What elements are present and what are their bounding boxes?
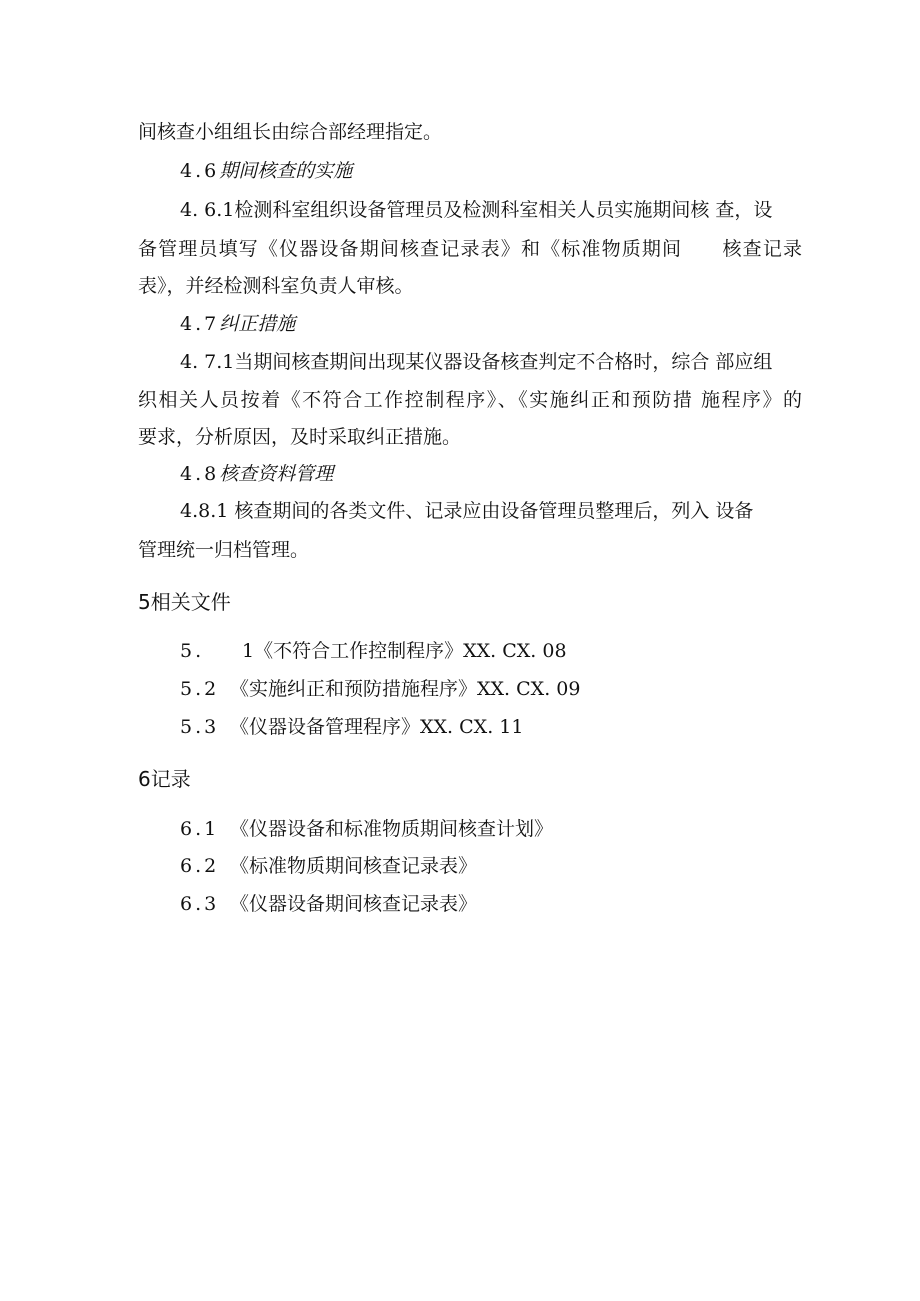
list-item-number: 5. xyxy=(180,640,205,662)
list-item xyxy=(180,637,567,665)
list-item-text: 《实施纠正和预防措施程序》XX. CX. 09 xyxy=(230,678,581,700)
paragraph-4-6-1-line-2: 备管理员填写《仪器设备期间核查记录表》和《标准物质期间 核查记录 xyxy=(138,238,802,260)
subheading-4-8 xyxy=(180,460,333,488)
list-item-text: 《标准物质期间核查记录表》 xyxy=(230,855,478,877)
subheading-title: 期间核查的实施 xyxy=(219,160,353,182)
subheading-number: 4.8 xyxy=(180,463,220,485)
paragraph-continuation: 间核查小组组长由综合部经理指定。 xyxy=(138,121,443,143)
list-item xyxy=(180,852,477,880)
paragraph-4-7-1-line-1: 4. 7.1当期间核查期间出现某仪器设备核查判定不合格时，综合 部应组 xyxy=(180,351,773,373)
subheading-4-6 xyxy=(180,157,352,185)
paragraph-4-8-1-line-2: 管理统一归档管理。 xyxy=(138,539,310,561)
subheading-number: 4.7 xyxy=(180,313,220,335)
list-item-text: 《仪器设备和标准物质期间核查计划》 xyxy=(230,818,554,840)
list-item xyxy=(180,713,523,741)
list-item-text: 1《不符合工作控制程序》XX. CX. 08 xyxy=(242,640,567,662)
paragraph-4-6-1-line-3: 表》，并经检测科室负责人审核。 xyxy=(138,275,414,297)
subheading-number: 4.6 xyxy=(180,160,220,182)
subheading-title: 核查资料管理 xyxy=(219,463,334,485)
list-item-number: 6.3 xyxy=(180,893,220,915)
section-heading-6: 6记录 xyxy=(138,767,191,791)
subheading-4-7 xyxy=(180,310,295,338)
list-item-text: 《仪器设备管理程序》XX. CX. 11 xyxy=(230,716,524,738)
list-item xyxy=(180,675,580,703)
paragraph-4-7-1-line-3: 要求，分析原因，及时采取纠正措施。 xyxy=(138,426,462,448)
list-item-text: 《仪器设备期间核查记录表》 xyxy=(230,893,478,915)
paragraph-4-6-1-line-1: 4. 6.1检测科室组织设备管理员及检测科室相关人员实施期间核 查，设 xyxy=(180,199,773,221)
list-item-number: 6.1 xyxy=(180,818,220,840)
paragraph-4-8-1-line-1: 4.8.1 核查期间的各类文件、记录应由设备管理员整理后，列入 设备 xyxy=(180,500,754,522)
list-item-number: 5.3 xyxy=(180,716,220,738)
list-item xyxy=(180,890,477,918)
section-heading-5: 5相关文件 xyxy=(138,590,231,614)
list-item-number: 6.2 xyxy=(180,855,220,877)
subheading-title: 纠正措施 xyxy=(219,313,296,335)
list-item-number: 5.2 xyxy=(180,678,220,700)
list-item xyxy=(180,815,553,843)
paragraph-4-7-1-line-2: 织相关人员按着《不符合工作控制程序》、《实施纠正和预防措 施程序》的 xyxy=(138,389,802,411)
